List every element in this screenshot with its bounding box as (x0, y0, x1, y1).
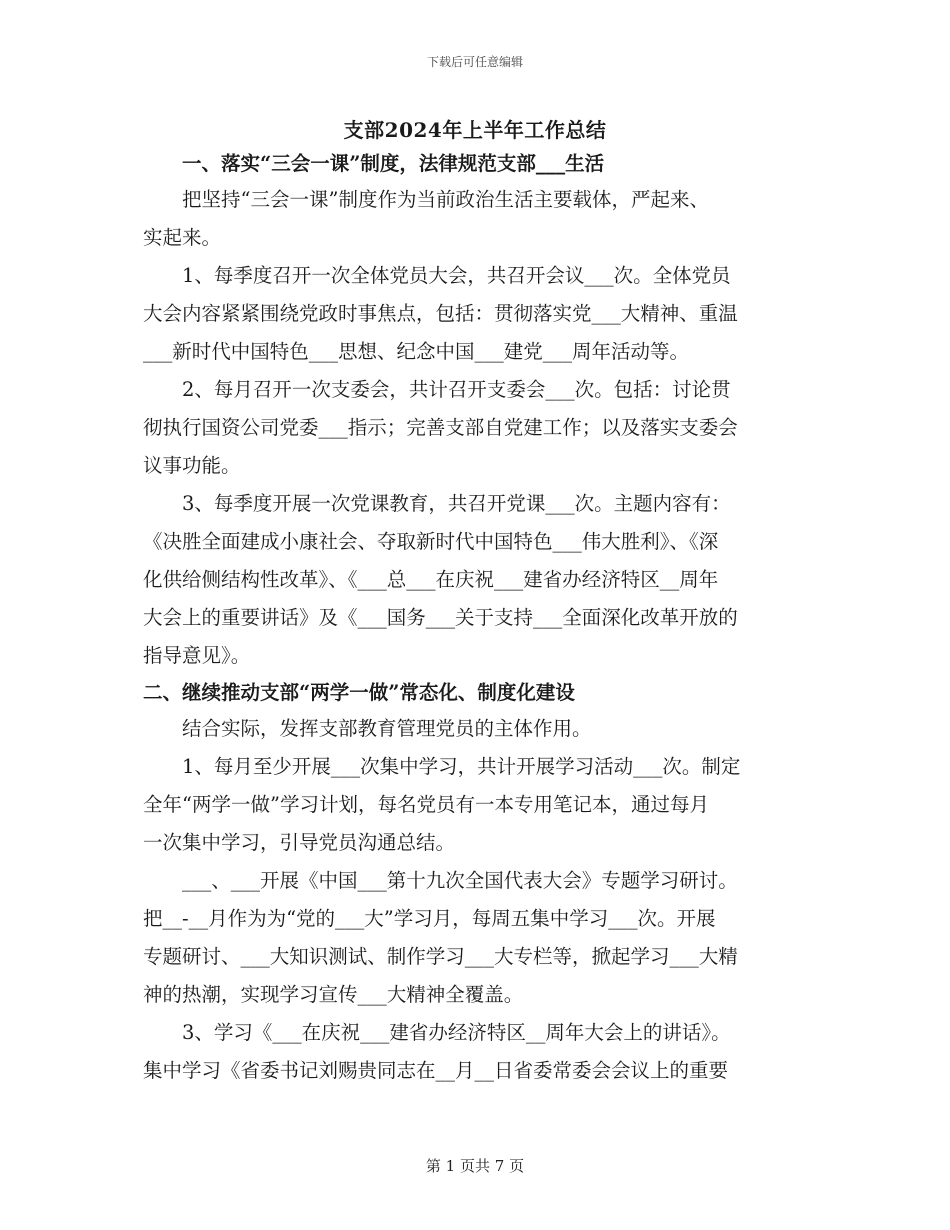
document-title: 支部2024年上半年工作总结 (343, 118, 607, 142)
body-line: 结合实际，发挥支部教育管理党员的主体作用。 (143, 717, 592, 740)
body-line: 2、每月召开一次支委会，共计召开支委会___次。包括：讨论贯 (143, 378, 731, 401)
body-line: 3、学习《___在庆祝___建省办经济特区__周年大会上的讲话》。 (143, 1021, 731, 1044)
document-body (143, 146, 808, 1090)
header-note: 下载后可任意编辑 (426, 55, 523, 69)
body-line: 把坚持“三会一课”制度作为当前政治生活主要载体，严起来、 (143, 188, 709, 211)
body-line: 一次集中学习，引导党员沟通总结。 (143, 831, 456, 854)
body-line: 指导意见》。 (143, 644, 251, 667)
body-line: 化供给侧结构性改革》、《___总___在庆祝___建省办经济特区__周年 (143, 568, 719, 591)
body-line: 把__-__月作为为“党的___大”学习月，每周五集中学习___次。开展 (143, 907, 716, 930)
page-footer: 第 1 页共 7 页 (425, 1157, 525, 1175)
body-line: 大会内容紧紧围绕党政时事焦点，包括：贯彻落实党___大精神、重温 (143, 302, 738, 325)
body-line: ___新时代中国特色___思想、纪念中国___建党___周年活动等。 (143, 340, 690, 363)
body-line: 集中学习《省委书记刘赐贵同志在__月__日省委常委会会议上的重要 (143, 1059, 729, 1082)
body-line: 彻执行国资公司党委___指示；完善支部自党建工作；以及落实支委会 (143, 416, 738, 439)
body-line: 3、每季度开展一次党课教育，共召开党课___次。主题内容有： (143, 492, 731, 515)
body-line: ___、___开展《中国___第十九次全国代表大会》专题学习研讨。 (143, 869, 738, 892)
body-line: 专题研讨、___大知识测试、制作学习___大专栏等，掀起学习___大精 (143, 945, 738, 968)
body-line: 1、每季度召开一次全体党员大会，共召开会议___次。全体党员 (143, 264, 731, 287)
body-line: 实起来。 (143, 226, 222, 249)
body-line: 1、每月至少开展___次集中学习，共计开展学习活动___次。制定 (143, 755, 741, 778)
body-line: 大会上的重要讲话》及《___国务___关于支持___全面深化改革开放的 (143, 606, 738, 629)
body-line: 神的热潮，实现学习宣传___大精神全覆盖。 (143, 983, 524, 1006)
section-heading: 一、落实“三会一课”制度，法律规范支部___生活 (143, 152, 605, 175)
body-line: 全年“两学一做”学习计划，每名党员有一本专用笔记本，通过每月 (143, 793, 709, 816)
body-line: 《决胜全面建成小康社会、夺取新时代中国特色___伟大胜利》、《深 (143, 530, 719, 553)
section-heading: 二、继续推动支部“两学一做”常态化、制度化建设 (143, 681, 575, 704)
body-line: 议事功能。 (143, 454, 241, 477)
